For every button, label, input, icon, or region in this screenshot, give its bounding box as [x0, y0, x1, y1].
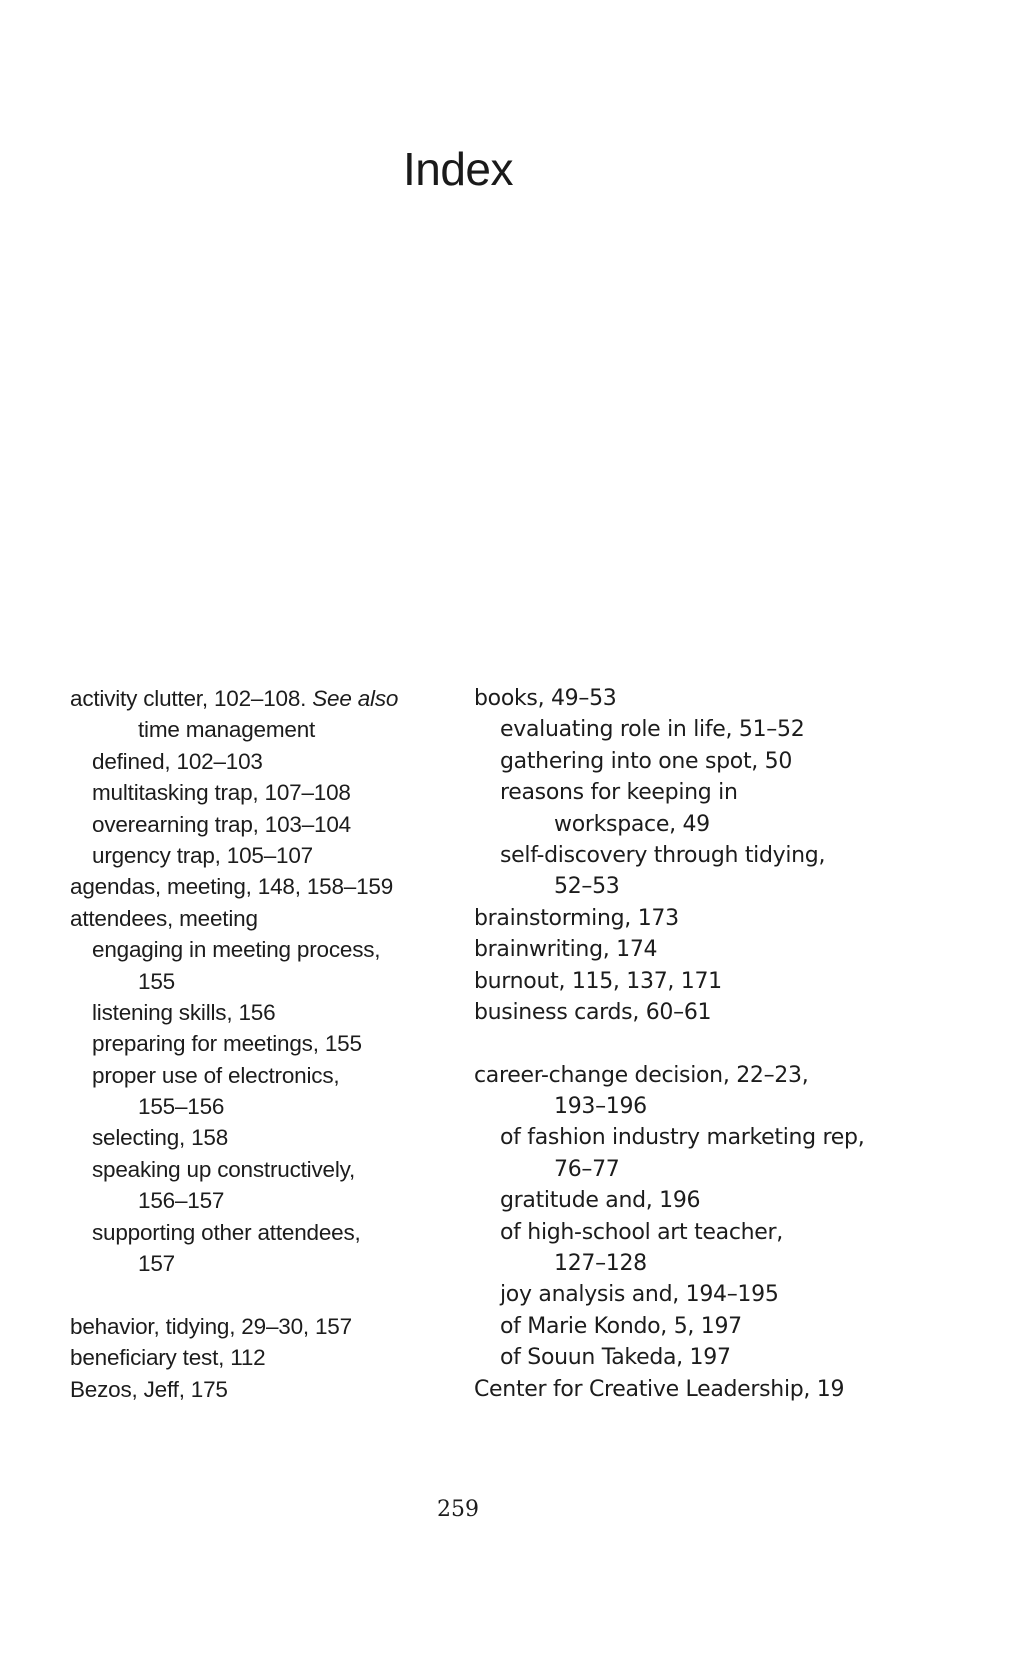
index-subentry: listening skills, 156 [92, 999, 276, 1025]
entry-continuation: 157 [138, 1251, 175, 1277]
index-subentry: selecting, 158 [92, 1125, 229, 1151]
index-subentry: supporting other attendees, [92, 1219, 361, 1245]
index-subentry: preparing for meetings, 155 [92, 1031, 362, 1057]
index-subentry: speaking up constructively, [92, 1156, 356, 1182]
entry-continuation: 76–77 [554, 1156, 620, 1182]
index-entry: attendees, meeting [70, 905, 258, 931]
index-subentry: defined, 102–103 [92, 748, 263, 774]
index-entry: Center for Creative Leadership, 19 [474, 1376, 845, 1402]
page-number: 259 [437, 1497, 479, 1522]
letter-gap [474, 1028, 994, 1059]
index-subentry: urgency trap, 105–107 [92, 842, 313, 868]
index-entry: behavior, tidying, 29–30, 157 [70, 1313, 352, 1339]
index-column-right [474, 683, 994, 1405]
index-subentry: engaging in meeting process, [92, 937, 381, 963]
index-subentry: joy analysis and, 194–195 [500, 1282, 779, 1308]
index-subentry: evaluating role in life, 51–52 [500, 717, 805, 743]
index-subentry: of Souun Takeda, 197 [500, 1345, 731, 1371]
index-entry [70, 683, 460, 714]
index-entry: burnout, 115, 137, 171 [474, 968, 722, 994]
entry-continuation: 155–156 [138, 1094, 225, 1120]
index-subentry: gathering into one spot, 50 [500, 748, 793, 774]
index-entry: Bezos, Jeff, 175 [70, 1376, 228, 1402]
index-entry: brainwriting, 174 [474, 937, 658, 963]
index-entry: beneficiary test, 112 [70, 1345, 266, 1371]
index-subentry: of high-school art teacher, [500, 1219, 783, 1245]
letter-gap [70, 1279, 460, 1310]
entry-text: activity clutter, 102–108. [70, 686, 313, 711]
index-entry: agendas, meeting, 148, 158–159 [70, 874, 394, 900]
index-subentry: multitasking trap, 107–108 [92, 780, 351, 806]
index-entry: books, 49–53 [474, 686, 617, 711]
entry-continuation: 156–157 [138, 1188, 225, 1214]
index-subentry: self-discovery through tidying, [500, 842, 826, 868]
page-title: Index [402, 143, 514, 195]
index-entry: brainstorming, 173 [474, 905, 679, 931]
entry-continuation: 155 [138, 968, 175, 994]
entry-continuation: 52–53 [554, 874, 620, 900]
entry-continuation: 127–128 [554, 1251, 647, 1277]
entry-continuation: time management [138, 717, 316, 743]
index-subentry: of Marie Kondo, 5, 197 [500, 1313, 742, 1339]
index-entry: business cards, 60–61 [474, 999, 712, 1025]
index-column-left [70, 683, 460, 1405]
index-subentry: of fashion industry marketing rep, [500, 1125, 865, 1151]
entry-continuation: 193–196 [554, 1094, 647, 1120]
see-also-reference: See also [312, 686, 399, 711]
index-subentry: overearning trap, 103–104 [92, 811, 351, 837]
index-subentry: gratitude and, 196 [500, 1188, 701, 1214]
index-subentry: proper use of electronics, [92, 1062, 340, 1088]
index-entry: career-change decision, 22–23, [474, 1062, 809, 1088]
index-subentry: reasons for keeping in [500, 780, 738, 806]
entry-continuation: workspace, 49 [554, 811, 710, 837]
